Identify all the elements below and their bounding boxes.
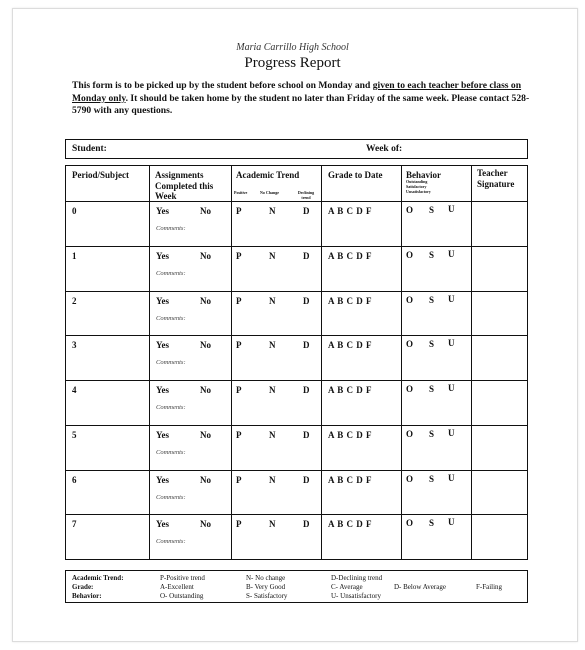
- legend-no-change: N- No change: [246, 574, 286, 582]
- assignments-no: No: [200, 250, 211, 261]
- grade-options: A B C D F: [328, 250, 372, 261]
- grade-options: A B C D F: [328, 206, 372, 216]
- trend-sub-declining: Declining trend: [297, 190, 315, 200]
- behavior-outstanding: O: [406, 384, 414, 394]
- legend-label-behavior: Behavior:: [72, 592, 102, 600]
- row-divider: [66, 246, 527, 247]
- behavior-outstanding: O: [406, 473, 414, 484]
- trend-declining: D: [303, 250, 310, 261]
- assignments-yes: Yes: [156, 474, 169, 485]
- legend-average: C- Average: [331, 583, 363, 591]
- grade-options: A B C D F: [328, 474, 372, 485]
- trend-declining: D: [303, 206, 310, 216]
- column-divider: [231, 166, 232, 559]
- assignments-yes: Yes: [156, 429, 169, 440]
- row-divider: [66, 201, 527, 202]
- trend-declining: D: [303, 474, 310, 485]
- assignments-no: No: [200, 519, 211, 530]
- behavior-outstanding: O: [406, 205, 414, 215]
- trend-positive: P: [236, 474, 242, 485]
- behavior-unsatisfactory: U: [448, 204, 455, 214]
- instructions-paragraph: This form is to be picked up by the student before school on Monday and given to each teacher before class on Monday only. It should be taken home by the student no later than Friday of the same week. Please contact 528-5790 with any questions.: [72, 80, 530, 116]
- row-divider: [66, 335, 527, 336]
- behavior-unsatisfactory: U: [448, 427, 455, 438]
- row-divider: [66, 514, 527, 515]
- trend-no-change: N: [269, 206, 276, 216]
- behavior-sub-satisfactory: Satisfactory: [406, 184, 427, 189]
- assignments-yes: Yes: [156, 385, 169, 395]
- legend-very-good: B- Very Good: [246, 583, 286, 591]
- header-assignments: Assignments Completed this Week: [155, 170, 214, 201]
- header-grade: Grade to Date: [328, 170, 383, 180]
- row-divider: [66, 380, 527, 381]
- behavior-satisfactory: S: [429, 294, 435, 305]
- behavior-unsatisfactory: U: [448, 472, 455, 483]
- trend-declining: D: [303, 340, 310, 351]
- behavior-satisfactory: S: [429, 518, 435, 529]
- legend-unsatisfactory: U- Unsatisfactory: [331, 592, 381, 600]
- trend-declining: D: [303, 385, 310, 395]
- column-divider: [471, 166, 472, 559]
- trend-no-change: N: [269, 295, 276, 306]
- legend-below-average: D- Below Average: [394, 583, 446, 591]
- behavior-satisfactory: S: [429, 473, 435, 484]
- header-behavior: Behavior: [406, 170, 441, 180]
- comments-label: Comments:: [156, 269, 186, 277]
- behavior-satisfactory: S: [429, 428, 435, 439]
- trend-declining: D: [303, 519, 310, 530]
- behavior-outstanding: O: [406, 428, 414, 439]
- behavior-sub-outstanding: Outstanding: [406, 179, 428, 184]
- row-divider: [66, 425, 527, 426]
- row-divider: [66, 470, 527, 471]
- trend-sub-positive: Positive: [234, 190, 248, 195]
- comments-label: Comments:: [156, 314, 186, 322]
- assignments-no: No: [200, 474, 211, 485]
- header-period: Period/Subject: [72, 170, 129, 180]
- assignments-yes: Yes: [156, 295, 169, 306]
- legend-box: [65, 570, 528, 603]
- trend-positive: P: [236, 206, 242, 216]
- period-number: 6: [72, 474, 77, 485]
- comments-label: Comments:: [156, 448, 186, 456]
- behavior-outstanding: O: [406, 518, 414, 529]
- column-divider: [149, 166, 150, 559]
- comments-label: Comments:: [156, 404, 186, 411]
- student-info-box: [65, 139, 528, 159]
- trend-no-change: N: [269, 340, 276, 351]
- behavior-outstanding: O: [406, 339, 414, 350]
- behavior-sub-unsatisfactory: Unsatisfactory: [406, 189, 431, 194]
- period-number: 3: [72, 340, 77, 351]
- behavior-unsatisfactory: U: [448, 383, 455, 393]
- trend-no-change: N: [269, 250, 276, 261]
- legend-label-trend: Academic Trend:: [72, 574, 124, 582]
- trend-no-change: N: [269, 385, 276, 395]
- period-number: 0: [72, 206, 77, 216]
- student-label: Student:: [72, 144, 107, 154]
- comments-label: Comments:: [156, 538, 186, 546]
- row-divider: [66, 291, 527, 292]
- trend-positive: P: [236, 429, 242, 440]
- assignments-no: No: [200, 206, 211, 216]
- assignments-yes: Yes: [156, 519, 169, 530]
- trend-no-change: N: [269, 474, 276, 485]
- comments-label: Comments:: [156, 359, 186, 367]
- header-academic-trend: Academic Trend: [236, 170, 300, 180]
- trend-declining: D: [303, 295, 310, 306]
- period-number: 4: [72, 385, 77, 395]
- behavior-unsatisfactory: U: [448, 338, 455, 349]
- legend-positive: P-Positive trend: [160, 574, 205, 582]
- behavior-unsatisfactory: U: [448, 517, 455, 528]
- behavior-satisfactory: S: [429, 205, 435, 215]
- assignments-no: No: [200, 429, 211, 440]
- trend-sub-no-change: No Change: [260, 190, 280, 195]
- behavior-satisfactory: S: [429, 339, 435, 350]
- progress-table: [65, 165, 528, 560]
- behavior-satisfactory: S: [429, 249, 435, 260]
- legend-outstanding: O- Outstanding: [160, 592, 204, 600]
- behavior-outstanding: O: [406, 249, 414, 260]
- week-of-label: Week of:: [366, 144, 403, 154]
- period-number: 5: [72, 429, 77, 440]
- grade-options: A B C D F: [328, 295, 372, 306]
- grade-options: A B C D F: [328, 519, 372, 530]
- behavior-satisfactory: S: [429, 384, 435, 394]
- trend-no-change: N: [269, 429, 276, 440]
- assignments-no: No: [200, 295, 211, 306]
- legend-excellent: A-Excellent: [160, 583, 194, 591]
- legend-declining: D-Declining trend: [331, 574, 383, 582]
- legend-failing: F-Failing: [476, 583, 503, 591]
- assignments-yes: Yes: [156, 340, 169, 351]
- grade-options: A B C D F: [328, 340, 372, 351]
- legend-label-grade: Grade:: [72, 583, 94, 591]
- trend-positive: P: [236, 385, 242, 395]
- legend-satisfactory: S- Satisfactory: [246, 592, 288, 600]
- trend-no-change: N: [269, 519, 276, 530]
- comments-label: Comments:: [156, 493, 186, 501]
- assignments-no: No: [200, 340, 211, 351]
- page-title: Progress Report: [244, 55, 341, 71]
- trend-positive: P: [236, 340, 242, 351]
- behavior-unsatisfactory: U: [448, 248, 455, 259]
- assignments-no: No: [200, 385, 211, 395]
- trend-positive: P: [236, 295, 242, 306]
- period-number: 7: [72, 519, 77, 530]
- behavior-unsatisfactory: U: [448, 293, 455, 304]
- trend-positive: P: [236, 519, 242, 530]
- trend-positive: P: [236, 250, 242, 261]
- comments-label: Comments:: [156, 225, 186, 232]
- assignments-yes: Yes: [156, 250, 169, 261]
- assignments-yes: Yes: [156, 206, 169, 216]
- behavior-outstanding: O: [406, 294, 414, 305]
- grade-options: A B C D F: [328, 385, 372, 395]
- header-teacher-signature: Teacher Signature: [477, 168, 515, 189]
- column-divider: [321, 166, 322, 559]
- school-name: Maria Carrillo High School: [236, 42, 349, 53]
- grade-options: A B C D F: [328, 429, 372, 440]
- period-number: 1: [72, 250, 77, 261]
- period-number: 2: [72, 295, 77, 306]
- trend-declining: D: [303, 429, 310, 440]
- column-divider: [401, 166, 402, 559]
